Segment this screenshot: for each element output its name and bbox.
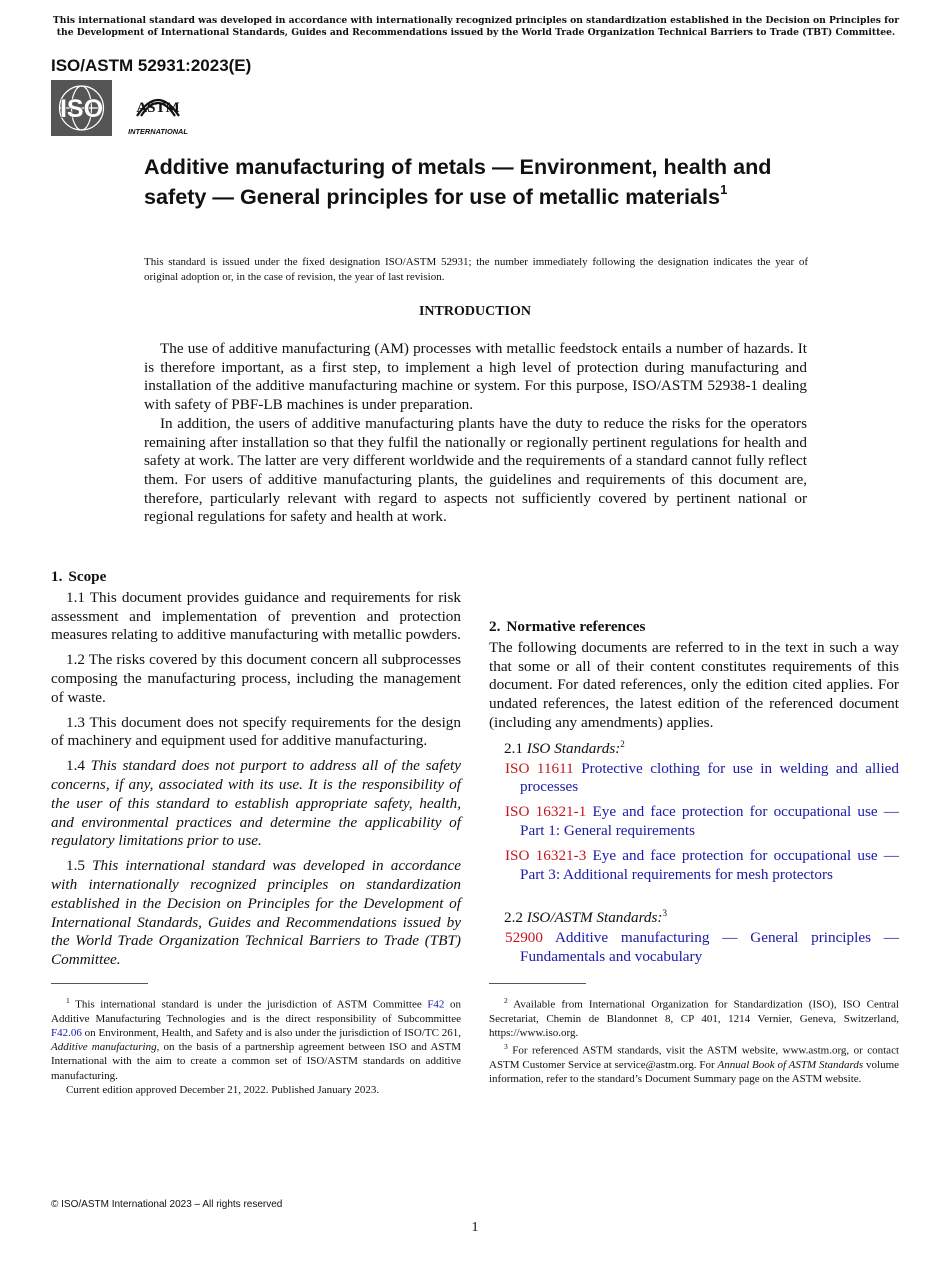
normative-intro: The following documents are referred to in the text in such a way that some or all of their content constitutes requirements of this document. For dated references, only the edition cited applies. For undated references, the latest edition of the referenced document (including any amendments) applies. bbox=[489, 638, 899, 731]
section-title: Scope bbox=[68, 568, 107, 585]
section-title: Normative references bbox=[506, 618, 646, 635]
subheading-label: ISO/ASTM Standards: bbox=[526, 909, 663, 927]
clause-text: This document provides guidance and requirements for risk assessment and implementation of prevention and protection measures relating to additive manufacturing with metallic powders. bbox=[51, 588, 461, 644]
committee-link[interactable]: F42 bbox=[427, 998, 445, 1011]
footnote-mark: 3 bbox=[504, 1042, 508, 1052]
scope-clause bbox=[51, 857, 461, 970]
clause-number: 1.4 bbox=[66, 757, 85, 775]
reference-title[interactable]: Eye and face protection for occupational use — Part 3: Additional requirements for mesh protectors bbox=[520, 846, 899, 883]
clause-number: 1.1 bbox=[66, 588, 85, 606]
introduction-paragraph: The use of additive manufacturing (AM) processes with metallic feedstock entails a number of hazards. It is therefore important, as a first step, to implement a high level of protection during manufacturing and installation of the additive manufacturing machine or system. For this purpose, ISO/ASTM 52938-1 dealing with safety of PBF-LB machines is under preparation. bbox=[144, 340, 807, 414]
top-notice: This international standard was developed in accordance with internationally recognized principles on standardization established in the Decision on Principles for the Development of International Standards, Guides and Recommendations issued by the World Trade Organization Technical Barriers to Trade (TBT) Committee. bbox=[52, 15, 900, 38]
footnote bbox=[489, 994, 899, 1040]
clause-number: 2.2 bbox=[504, 909, 523, 927]
footnote-mark: 2 bbox=[504, 996, 508, 1005]
svg-text:ISO: ISO bbox=[59, 95, 104, 123]
document-title bbox=[144, 154, 834, 209]
scope-clause bbox=[51, 714, 461, 752]
footnote-italic: Additive manufacturing bbox=[51, 1041, 157, 1054]
footnotes-right bbox=[489, 994, 899, 1087]
footnote-text: on Additive Manufacturing Technologies and is the direct responsibility of Subcommittee bbox=[51, 998, 462, 1025]
reference-code[interactable]: 52900 bbox=[505, 929, 543, 947]
clause-number: 1.5 bbox=[66, 857, 85, 875]
scope-clause bbox=[51, 757, 461, 851]
column-continuation bbox=[489, 568, 899, 618]
clause-text: This standard does not purport to address all of the safety concerns, if any, associated with its use. It is the responsibility of the user of this standard to establish appropriate safety, health, and environmental practices and determine the applicability of regulatory limitations prior to use. bbox=[51, 757, 462, 850]
footnote-text: For referenced ASTM standards, visit the ASTM website, www.astm.org, or contact ASTM Customer Service at service@astm.org. For bbox=[489, 1044, 900, 1072]
reference-title[interactable]: Eye and face protection for occupational use — Part 1: General requirements bbox=[520, 803, 899, 840]
footnote-text: on Environment, Health, and Safety and is also under the jurisdiction of ISO/TC 261, bbox=[84, 1027, 461, 1040]
introduction-heading: INTRODUCTION bbox=[418, 304, 531, 319]
svg-text:ASTM: ASTM bbox=[136, 100, 180, 116]
section-number: 2. bbox=[489, 618, 501, 635]
clause-number: 2.1 bbox=[504, 739, 523, 757]
clause-number: 1.3 bbox=[66, 713, 85, 731]
subheading-label: ISO Standards: bbox=[526, 739, 621, 757]
clause-text: This international standard was developed in accordance with internationally recognized principles on standardization established in the Decision on Principles for the Development of International Standards, Guides and Recommendations issued by the World Trade Organization Technical Barriers to Trade (TBT) Committee. bbox=[51, 857, 462, 969]
footnote-divider bbox=[489, 983, 586, 984]
reference-entry[interactable] bbox=[489, 929, 899, 967]
reference-entry[interactable] bbox=[489, 847, 899, 885]
scope-clause bbox=[51, 589, 461, 645]
reference-entry[interactable] bbox=[489, 803, 899, 841]
footnote-italic: Annual Book of ASTM Standards bbox=[717, 1059, 864, 1072]
reference-title[interactable]: Additive manufacturing — General principles — Fundamentals and vocabulary bbox=[520, 929, 899, 966]
footnote-mark: 2 bbox=[620, 738, 625, 749]
iso-astm-standards-subheading bbox=[489, 904, 899, 928]
footnote-text: volume information, refer to the standard’s Document Summary page on the ASTM website. bbox=[489, 1059, 900, 1086]
iso-standards-subheading bbox=[489, 735, 899, 759]
normative-references-heading bbox=[489, 618, 899, 637]
subcommittee-link[interactable]: F42.06 bbox=[51, 1027, 82, 1040]
right-column bbox=[489, 568, 899, 973]
edition-note: Current edition approved December 21, 2022. Published January 2023. bbox=[66, 1083, 380, 1096]
footnotes-left bbox=[51, 994, 461, 1097]
astm-logo bbox=[127, 82, 189, 137]
left-column bbox=[51, 568, 461, 976]
clause-number: 1.2 bbox=[66, 651, 85, 669]
reference-code[interactable]: ISO 16321-3 bbox=[505, 846, 587, 864]
footnote-divider bbox=[51, 983, 148, 984]
introduction-body bbox=[144, 340, 807, 527]
clause-text: The risks covered by this document concern all subprocesses composing the manufacturing process, including the management of waste. bbox=[51, 651, 461, 706]
reference-code[interactable]: ISO 11611 bbox=[505, 759, 574, 777]
title-text: Additive manufacturing of metals — Environment, health and safety — General principles for use of metallic materials bbox=[144, 154, 772, 210]
footnote bbox=[489, 1040, 899, 1086]
title-footnote-mark: 1 bbox=[720, 182, 728, 197]
footnote-mark: 1 bbox=[66, 996, 70, 1005]
page-number: 1 bbox=[471, 1220, 479, 1235]
reference-title[interactable]: Protective clothing for use in welding and allied processes bbox=[520, 759, 900, 796]
issued-note: This standard is issued under the fixed designation ISO/ASTM 52931; the number immediately following the designation indicates the year of original adoption or, in the case of revision, the year of last revision. bbox=[144, 256, 808, 283]
footnote bbox=[51, 994, 461, 1083]
clause-text: This document does not specify requirements for the design of machinery and equipment used for additive manufacturing. bbox=[51, 713, 461, 750]
footnote-mark: 3 bbox=[662, 908, 667, 919]
footnote-text: Available from International Organization for Standardization (ISO), ISO Central Secretariat, Chemin de Blandonnet 8, CP 401, 1214 Vernier, Geneva, Switzerland, https://www.iso.org. bbox=[489, 998, 899, 1040]
iso-logo bbox=[51, 80, 112, 136]
copyright: © ISO/ASTM International 2023 – All rights reserved bbox=[51, 1199, 283, 1210]
svg-text:INTERNATIONAL: INTERNATIONAL bbox=[128, 127, 188, 136]
introduction-paragraph: In addition, the users of additive manufacturing plants have the duty to reduce the risks for the operators remaining after installation so that they fulfil the nationally or regionally pertinent regulations for health and safety at work. The latter are very different worldwide and the requirements of a standard cannot fully reflect them. For users of additive manufacturing plants, the guidelines and requirements of this document are, therefore, particularly relevant with regard to aspects not sufficiently covered by pertinent national or regional regulations for safety and health at work. bbox=[144, 414, 807, 526]
document-designation: ISO/ASTM 52931:2023(E) bbox=[51, 56, 252, 75]
footnote-text: , on the basis of a partnership agreement between ISO and ASTM International with the aim to create a common set of ISO/ASTM standards on additive manufacturing. bbox=[51, 1041, 462, 1082]
scope-heading bbox=[51, 568, 461, 587]
reference-entry[interactable] bbox=[489, 760, 899, 798]
reference-code[interactable]: ISO 16321-1 bbox=[505, 803, 587, 821]
section-number: 1. bbox=[51, 568, 63, 585]
footnote-text: This international standard is under the jurisdiction of ASTM Committee bbox=[75, 998, 422, 1011]
scope-clause bbox=[51, 651, 461, 707]
